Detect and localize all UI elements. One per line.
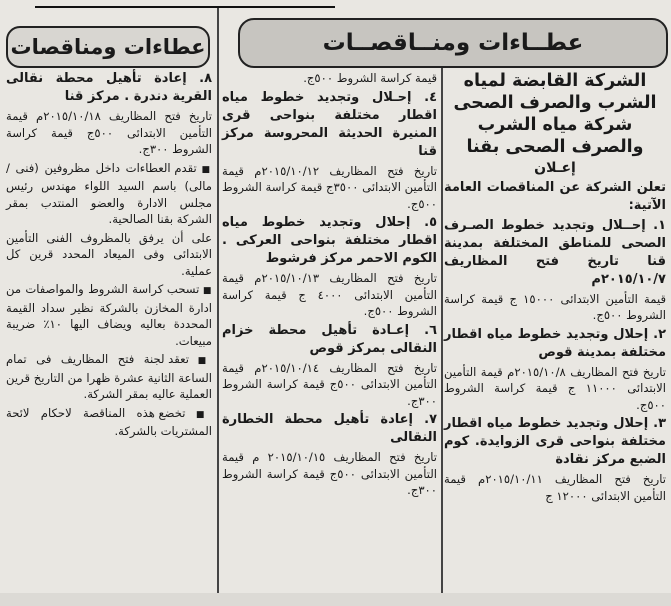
tender-7-title: ٧. إعادة تأهيل محطة الخطارة النقالى [222, 412, 437, 445]
tender-4-details: تاريخ فتح المظاريف ٢٠١٥/١٠/١٢م قيمة التأمين الابتدائى ٣٥٠٠ج قيمة كراسة الشروط ٥٠٠ج. [222, 163, 437, 211]
tender-2-title: ٢. إحلال وتجديد خطوط مياه اقطار مختلفة بمدينة قوص [444, 326, 666, 360]
note-conditions: ■ تسحب كراسة الشروط والمواصفات من ادارة المخازن بالشركة نظير سداد القيمة المحددة بعاليه ويضاف اليها ١٠٪ ضريبة مبيعات. [6, 281, 212, 349]
top-rule [35, 0, 335, 8]
tender-1-title: ١. إحــلال وتجديد خطوط الصـرف الصحى للمناطق المختلفة بمدينة قنا تاريخ فتح المظاريف ٢٠١٥/١٠/٧م [444, 217, 666, 287]
tender-5-details: تاريخ فتح المظاريف ٢٠١٥/١٠/١٣م قيمة التأمين الابتدائى ٤٠٠٠ ج قيمة كراسة الشروط ٥٠٠ج. [222, 271, 437, 318]
tender-8-details: تاريخ فتح المظاريف ٢٠١٥/١٠/١٨م قيمة التأمين الابتدائى ٥٠٠ج قيمة كراسة الشروط ٣٠٠ج. [6, 109, 212, 156]
section-header-left: عطاءات ومناقصات [6, 26, 210, 68]
announcement-heading: إعـلان [534, 160, 576, 176]
note-regulations: ■ تخضع هذه المناقصة لاحكام لائحة المشتريات بالشركة. [6, 405, 212, 440]
note-insurance: على أن يرفق بالمظروف الفنى التأمين الابتدائى وفى الميعاد المحدد قرين كل عملية. [6, 230, 212, 278]
tender-6-details: تاريخ فتح المظاريف ٢٠١٥/١٠/١٤م قيمة التأمين الابتدائى ٥٠٠ج قيمة كراسة الشروط ٣٠٠ج. [222, 360, 437, 408]
tender-7-details: تاريخ فتح المظاريف ٢٠١٥/١٠/١٥ م قيمة التأمين الابتدائى ٥٠٠ج قيمة كراسة الشروط ٣٠٠ج. [222, 450, 437, 497]
tender-3-title: ٣. إحلال وتجديد خطوط مياه اقطار مختلفة بنواحى قرى الزوايدة. كوم الضبع مركز نقادة [444, 416, 666, 467]
column-middle [222, 70, 437, 501]
column-divider [441, 68, 443, 593]
tender-2-details: تاريخ فتح المظاريف ٢٠١٥/١٠/٨م قيمة التأمين الابتدائى ١١٠٠٠ ج قيمة كراسة الشروط ٥٠٠ج. [444, 364, 666, 412]
tender-8-title: ٨. إعادة تأهيل محطة نقالى القرية دندرة . مركز قنا [6, 71, 212, 104]
column-left [6, 70, 212, 442]
note-committee: ■ تعقد لجنة فتح المظاريف فى تمام الساعة الثانية عشرة ظهرا من التاريخ قرين العملية عاليه بمقر الشركة. [6, 351, 212, 403]
tender-6-title: ٦. إعـادة تأهيل محطة خزام النقالى بمركز قوص [222, 322, 437, 356]
column-divider [217, 8, 219, 593]
tender-5-title: ٥. إحلال وتجديد خطوط مياه اقطار مختلفة بنواحى العركى . الكوم الاحمر مركز فرشوط [222, 215, 437, 266]
company-name: الشركة القابضة لمياه الشرب والصرف الصحى شركة مياه الشرب والصرف الصحى بقنا [453, 71, 657, 157]
section-header-right: عطــاءات ومنــاقصــات [238, 18, 668, 68]
column-right [444, 70, 666, 506]
tender-1-details: قيمة التأمين الابتدائى ١٥٠٠٠ ج قيمة كراسة الشروط ٥٠٠ج. [444, 291, 666, 322]
tender-4-title: ٤. إحـلال وتجديد خطوط مياه اقطار مختلفة بنواحى قرى المنيرة الحديثة المحروسة مركز قنا [222, 89, 437, 159]
continued-text: قيمة كراسة الشروط ٥٠٠ج. [303, 71, 437, 85]
note-submission: ■ تقدم العطاءات داخل مظروفين (فنى / مالى) باسم السيد اللواء مهندس رئيس مجلس الادارة والعضو المنتدب بمقر الشركة بقنا الصالحية. [6, 160, 212, 228]
tender-3-details: تاريخ فتح المظاريف ٢٠١٥/١٠/١١م قيمة التأمين الابتدائى ١٢٠٠٠ ج [444, 472, 666, 503]
bottom-edge [0, 593, 671, 606]
intro-text: تعلن الشركة عن المناقصات العامة الآتية: [444, 179, 666, 213]
